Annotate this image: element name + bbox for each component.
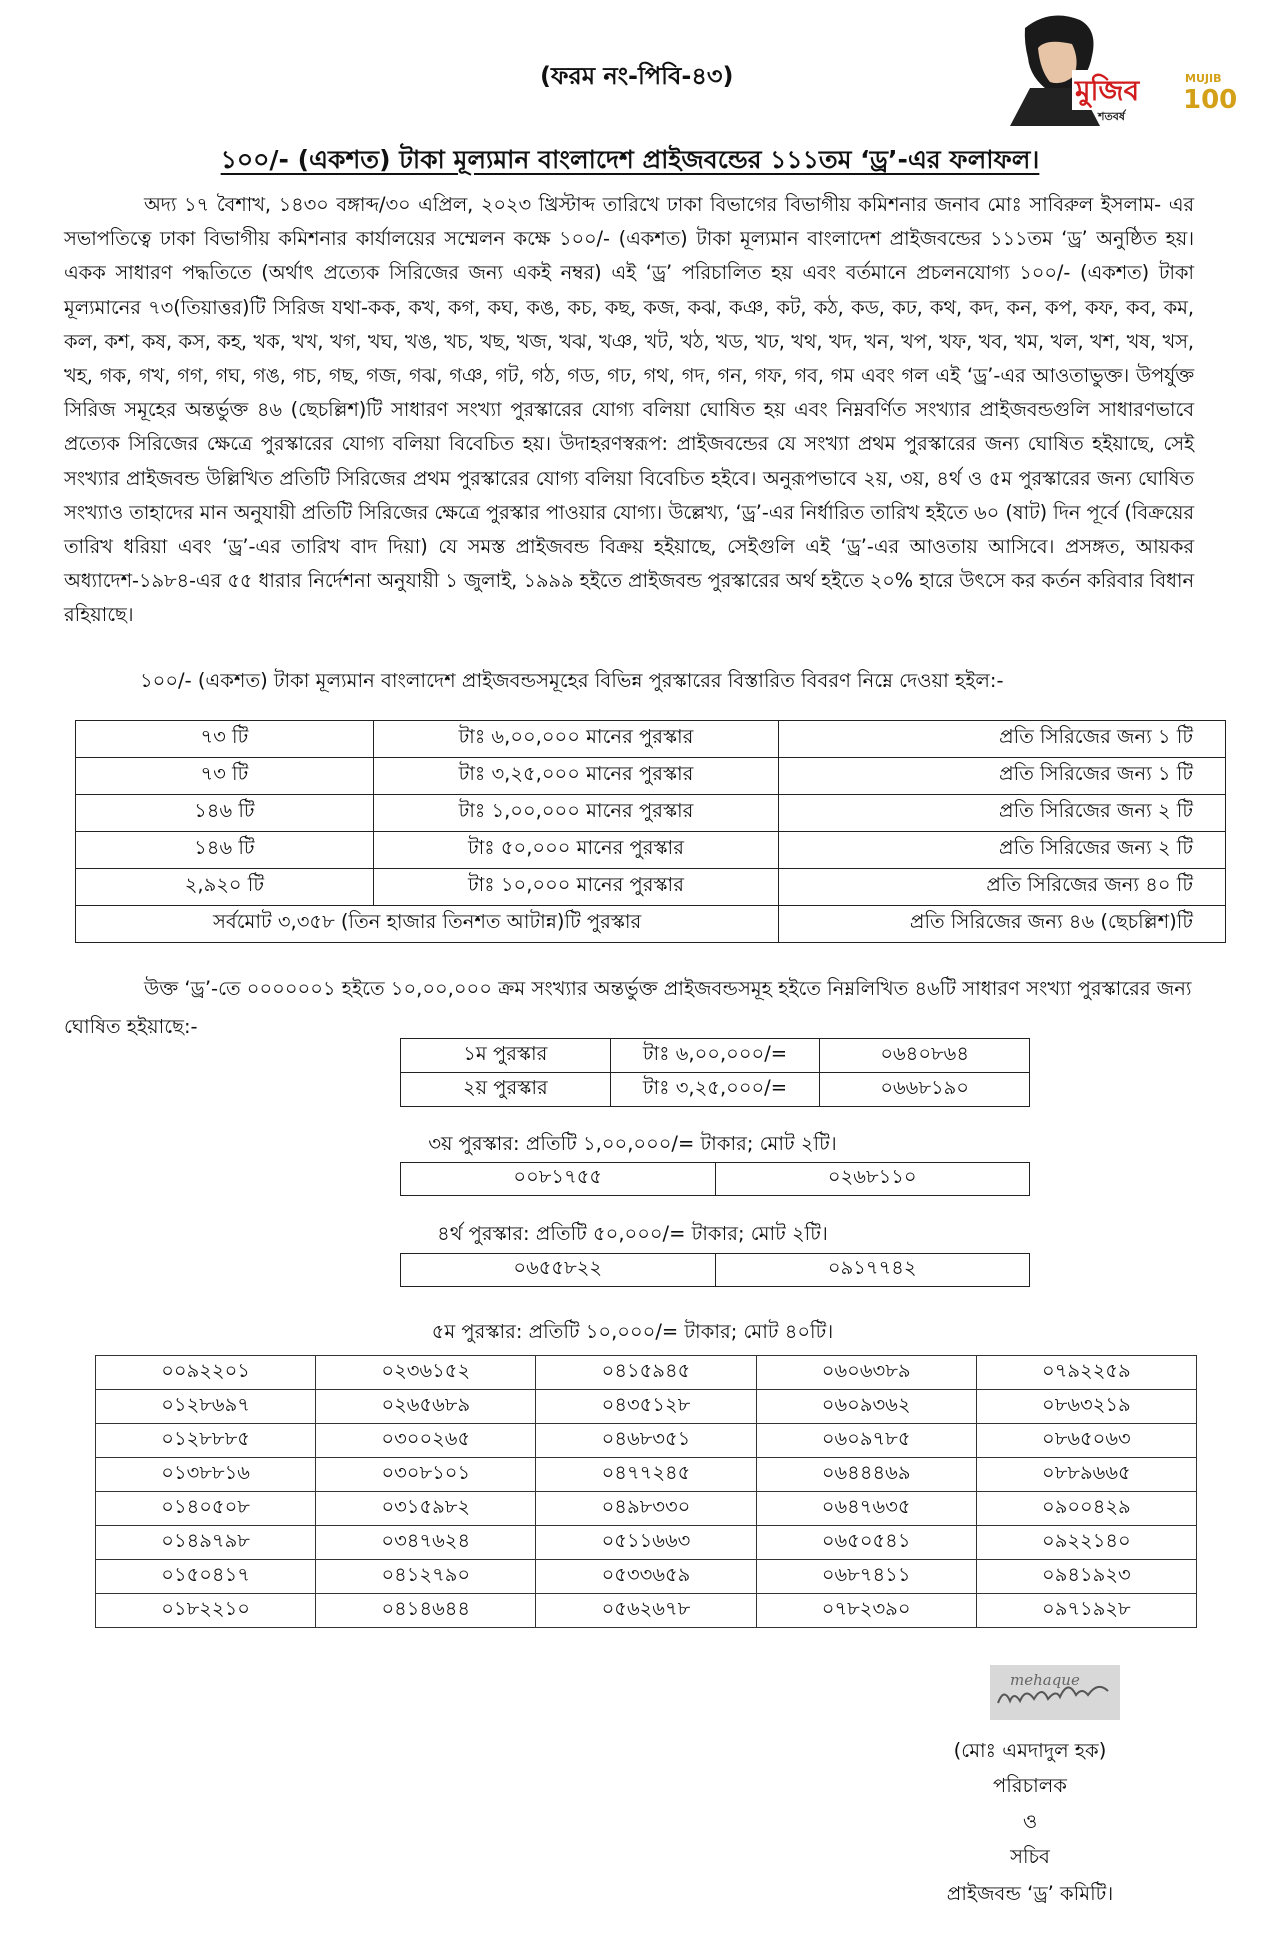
total-per-series-cell: প্রতি সিরিজের জন্য ৪৬ (ছেচল্লিশ)টি: [779, 906, 1226, 943]
winning-number-cell: ০৬০৯৭৮৫: [756, 1424, 976, 1458]
winning-number-cell: ০৪১৫৯৪৫: [536, 1356, 756, 1390]
winning-number-cell: ০৯৪১৯২৩: [976, 1560, 1196, 1594]
winning-number-cell: ০১৮২২১০: [96, 1594, 316, 1628]
signer-title: পরিচালক: [993, 1774, 1067, 1797]
prize-value-cell: টাঃ ৬,০০,০০০ মানের পুরস্কার: [373, 721, 779, 758]
table-row: [96, 1526, 1197, 1560]
winning-number-cell: ০৩০০২৬৫: [316, 1424, 536, 1458]
winning-number-cell: ০৪৭৭২৪৫: [536, 1458, 756, 1492]
prize-value-cell: টাঃ ১০,০০০ মানের পুরস্কার: [373, 869, 779, 906]
prize-amount-cell: টাঃ ৩,২৫,০০০/=: [610, 1073, 820, 1107]
winning-number-cell: ০৭৯২২৫৯: [976, 1356, 1196, 1390]
table-row: [76, 869, 1226, 906]
winning-number-cell: ০৪১৪৬৪৪: [316, 1594, 536, 1628]
signer-name: (মোঃ এমদাদুল হক): [953, 1739, 1107, 1762]
winning-number-cell: ০১৫০৪১৭: [96, 1560, 316, 1594]
table-row: [96, 1594, 1197, 1628]
winning-number-cell: ০০৯২২০১: [96, 1356, 316, 1390]
top-prize-table: [400, 1038, 1030, 1107]
declared-numbers-paragraph: উক্ত ‘ড্র’-তে ০০০০০০১ হইতে ১০,০০,০০০ ক্রম সংখ্যার অন্তর্ভুক্ত প্রাইজবন্ডসমূহ হইতে নিম্নলিখিত ৪৬টি সাধারণ সংখ্যা পুরস্কারের জন্য ঘোষিত হইয়াছে:-: [64, 977, 1192, 1038]
table-row: [96, 1356, 1197, 1390]
table-row: [76, 795, 1226, 832]
per-series-cell: প্রতি সিরিজের জন্য ২ টি: [779, 795, 1226, 832]
signer-committee: প্রাইজবন্ড ‘ড্র’ কমিটি।: [946, 1882, 1114, 1905]
winning-number-cell: ০২৩৬১৫২: [316, 1356, 536, 1390]
table-total-row: [76, 906, 1226, 943]
table-row: [96, 1458, 1197, 1492]
form-number: (ফরম নং-পিবি-৪৩): [540, 62, 734, 90]
prize-value-cell: টাঃ ৫০,০০০ মানের পুরস্কার: [373, 832, 779, 869]
prize-structure-table: [75, 720, 1226, 943]
per-series-cell: প্রতি সিরিজের জন্য ১ টি: [779, 721, 1226, 758]
winning-number-cell: ০৭৮২৩৯০: [756, 1594, 976, 1628]
prize-count-cell: ১৪৬ টি: [76, 832, 374, 869]
winning-number-cell: ০৪১২৭৯০: [316, 1560, 536, 1594]
signature-scribble: [990, 1665, 1120, 1720]
winning-number-cell: ০২৬৫৬৮৯: [316, 1390, 536, 1424]
winning-number-cell: ০৩১৫৯৮২: [316, 1492, 536, 1526]
signature-text: mehaque: [1010, 1671, 1080, 1689]
logo-en-text: MUJIB: [1185, 72, 1222, 85]
winning-number-cell: ০৬৬৮১৯০: [820, 1073, 1030, 1107]
fourth-prize-table: [400, 1253, 1030, 1287]
winning-number-cell: ০৯৭১৯২৮: [976, 1594, 1196, 1628]
winning-number-cell: ০৪৯৮৩৩০: [536, 1492, 756, 1526]
total-prizes-cell: সর্বমোট ৩,৩৫৮ (তিন হাজার তিনশত আটান্ন)টি পুরস্কার: [76, 906, 779, 943]
prize-amount-cell: টাঃ ৬,০০,০০০/=: [610, 1039, 820, 1073]
table-row: [401, 1073, 1030, 1107]
prize-rank-cell: ২য় পুরস্কার: [401, 1073, 611, 1107]
table-row: [401, 1039, 1030, 1073]
winning-number-cell: ০১৪০৫০৮: [96, 1492, 316, 1526]
winning-number-cell: ০৮৮৯৬৬৫: [976, 1458, 1196, 1492]
winning-number-cell: ০৫৩৩৬৫৯: [536, 1560, 756, 1594]
prize-count-cell: ৭৩ টি: [76, 758, 374, 795]
winning-number-cell: ০১৩৮৮১৬: [96, 1458, 316, 1492]
winning-number-cell: ০৩০৮১০১: [316, 1458, 536, 1492]
table-row: [76, 721, 1226, 758]
logo-number: 100: [1183, 85, 1238, 115]
winning-number-cell: ০৬০৯৩৬২: [756, 1390, 976, 1424]
per-series-cell: প্রতি সিরিজের জন্য ১ টি: [779, 758, 1226, 795]
winning-number-cell: ০৩৪৭৬২৪: [316, 1526, 536, 1560]
winning-number-cell: ০৬৪৪৪৬৯: [756, 1458, 976, 1492]
table-row: [96, 1560, 1197, 1594]
per-series-cell: প্রতি সিরিজের জন্য ২ টি: [779, 832, 1226, 869]
draw-description-paragraph: অদ্য ১৭ বৈশাখ, ১৪৩০ বঙ্গাব্দ/৩০ এপ্রিল, ২০২৩ খ্রিস্টাব্দ তারিখে ঢাকা বিভাগের বিভাগীয় কমিশনার জনাব মোঃ সাবিরুল ইসলাম- এর সভাপতিত্বে ঢাকা বিভাগীয় কমিশনার কার্যালয়ের সম্মেলন কক্ষে ১০০/- (একশত) টাকা মূল্যমান বাংলাদেশ প্রাইজবন্ডের ১১১তম ‘ড্র’ অনুষ্ঠিত হয়। একক সাধারণ পদ্ধতিতে (অর্থাৎ প্রত্যেক সিরিজের জন্য একই নম্বর) এই ‘ড্র’ পরিচালিত হয় এবং বর্তমানে প্রচলনযোগ্য ১০০/- (একশত) টাকা মূল্যমানের ৭৩(তিয়াত্তর)টি সিরিজ যথা-কক, কখ, কগ, কঘ, কঙ, কচ, কছ, কজ, কঝ, কঞ, কট, কঠ, কড, কঢ, কথ, কদ, কন, কপ, কফ, কব, কম, কল, কশ, কষ, কস, কহ, খক, খখ, খগ, খঘ, খঙ, খচ, খছ, খজ, খঝ, খঞ, খট, খঠ, খড, খঢ, খথ, খদ, খন, খপ, খফ, খব, খম, খল, খশ, খষ, খস, খহ, গক, গখ, গগ, গঘ, গঙ, গচ, গছ, গজ, গঝ, গঞ, গট, গঠ, গড, গঢ, গথ, গদ, গন, গফ, গব, গম এবং গল এই ‘ড্র’-এর আওতাভুক্ত। উপর্যুক্ত সিরিজ সমূহের অন্তর্ভুক্ত ৪৬ (ছেচল্লিশ)টি সাধারণ সংখ্যা পুরস্কারের যোগ্য বলিয়া ঘোষিত হয় এবং নিম্নবর্ণিত সংখ্যার প্রাইজবন্ডগুলি সাধারণভাবে প্রত্যেক সিরিজের ক্ষেত্রে পুরস্কারের যোগ্য বলিয়া বিবেচিত হয়। উদাহরণস্বরূপ: প্রাইজবন্ডের যে সংখ্যা প্রথম পুরস্কারের জন্য ঘোষিত হইয়াছে, সেই সংখ্যার প্রাইজবন্ড উল্লিখিত প্রতিটি সিরিজের প্রথম পুরস্কারের যোগ্য বলিয়া বিবেচিত হইবে। অনুরূপভাবে ২য়, ৩য়, ৪র্থ ও ৫ম পুরস্কারের জন্য ঘোষিত সংখ্যাও তাহাদের মান অনুযায়ী প্রতিটি সিরিজের ক্ষেত্রে পুরস্কার পাওয়ার যোগ্য। উল্লেখ্য, ‘ড্র’-এর নির্ধারিত তারিখ হইতে ৬০ (ষাট) দিন পূর্বে (বিক্রয়ের তারিখ ধরিয়া এবং ‘ড্র’-এর তারিখ বাদ দিয়া) যে সমস্ত প্রাইজবন্ড বিক্রয় হইয়াছে, সেইগুলি এই ‘ড্র’-এর আওতায় আসিবে। প্রসঙ্গত, আয়কর অধ্যাদেশ-১৯৮৪-এর ৫৫ ধারার নির্দেশনা অনুযায়ী ১ জুলাই, ১৯৯৯ হইতে প্রাইজবন্ড পুরস্কারের অর্থ হইতে ২০% হারে উৎসে কর কর্তন করিবার বিধান রহিয়াছে।: [64, 193, 1194, 627]
winning-number-cell: ০২৬৮১১০: [715, 1163, 1030, 1196]
fifth-prize-caption: ৫ম পুরস্কার: প্রতিটি ১০,০০০/= টাকার; মোট ৪০টি।: [431, 1320, 834, 1343]
winning-number-cell: ০৪৬৮৩৫১: [536, 1424, 756, 1458]
winning-number-cell: ০১৪৯৭৯৮: [96, 1526, 316, 1560]
table-row: [76, 758, 1226, 795]
table-row: [96, 1424, 1197, 1458]
table-row: [401, 1254, 1030, 1287]
prize-value-cell: টাঃ ১,০০,০০০ মানের পুরস্কার: [373, 795, 779, 832]
table-row: [76, 832, 1226, 869]
winning-number-cell: ০৬০৬৩৮৯: [756, 1356, 976, 1390]
table-row: [96, 1390, 1197, 1424]
prize-details-heading: ১০০/- (একশত) টাকা মূল্যমান বাংলাদেশ প্রাইজবন্ডসমূহের বিভিন্ন পুরস্কারের বিস্তারিত বিবরণ নিম্নে দেওয়া হইল:-: [140, 669, 1004, 692]
winning-number-cell: ০৬৫৫৮২২: [401, 1254, 716, 1287]
third-prize-caption: ৩য় পুরস্কার: প্রতিটি ১,০০,০০০/= টাকার; মোট ২টি।: [428, 1132, 837, 1155]
table-row: [96, 1492, 1197, 1526]
fifth-prize-table: [95, 1355, 1197, 1628]
table-row: [401, 1163, 1030, 1196]
mujib-100-logo: [980, 8, 1250, 126]
prize-count-cell: ২,৯২০ টি: [76, 869, 374, 906]
signer-and: ও: [1022, 1810, 1038, 1833]
signer-role: সচিব: [1010, 1845, 1050, 1868]
signature-block: [990, 1665, 1120, 1720]
winning-number-cell: ০৪৩৫১২৮: [536, 1390, 756, 1424]
fourth-prize-caption: ৪র্থ পুরস্কার: প্রতিটি ৫০,০০০/= টাকার; মোট ২টি।: [437, 1222, 828, 1245]
winning-number-cell: ০১২৮৬৯৭: [96, 1390, 316, 1424]
winning-number-cell: ০৬৮৭৪১১: [756, 1560, 976, 1594]
prize-rank-cell: ১ম পুরস্কার: [401, 1039, 611, 1073]
winning-number-cell: ০৯০০৪২৯: [976, 1492, 1196, 1526]
third-prize-table: [400, 1162, 1030, 1196]
winning-number-cell: ০৮৬৫০৬৩: [976, 1424, 1196, 1458]
winning-number-cell: ০৫১১৬৬৩: [536, 1526, 756, 1560]
winning-number-cell: ০১২৮৮৮৫: [96, 1424, 316, 1458]
prize-value-cell: টাঃ ৩,২৫,০০০ মানের পুরস্কার: [373, 758, 779, 795]
winning-number-cell: ০৬৪০৮৬৪: [820, 1039, 1030, 1073]
prize-count-cell: ১৪৬ টি: [76, 795, 374, 832]
document-title: ১০০/- (একশত) টাকা মূল্যমান বাংলাদেশ প্রাইজবন্ডের ১১১তম ‘ড্র’-এর ফলাফল।: [220, 145, 1040, 174]
winning-number-cell: ০৮৬৩২১৯: [976, 1390, 1196, 1424]
winning-number-cell: ০০৮১৭৫৫: [401, 1163, 716, 1196]
logo-subtext: শতবর্ষ: [1098, 110, 1125, 123]
winning-number-cell: ০৯১৭৭৪২: [715, 1254, 1030, 1287]
winning-number-cell: ০৬৪৭৬৩৫: [756, 1492, 976, 1526]
winning-number-cell: ০৯২২১৪০: [976, 1526, 1196, 1560]
winning-number-cell: ০৫৬২৬৭৮: [536, 1594, 756, 1628]
per-series-cell: প্রতি সিরিজের জন্য ৪০ টি: [779, 869, 1226, 906]
prize-count-cell: ৭৩ টি: [76, 721, 374, 758]
winning-number-cell: ০৬৫০৫৪১: [756, 1526, 976, 1560]
logo-text: মুজিব: [1075, 74, 1140, 107]
